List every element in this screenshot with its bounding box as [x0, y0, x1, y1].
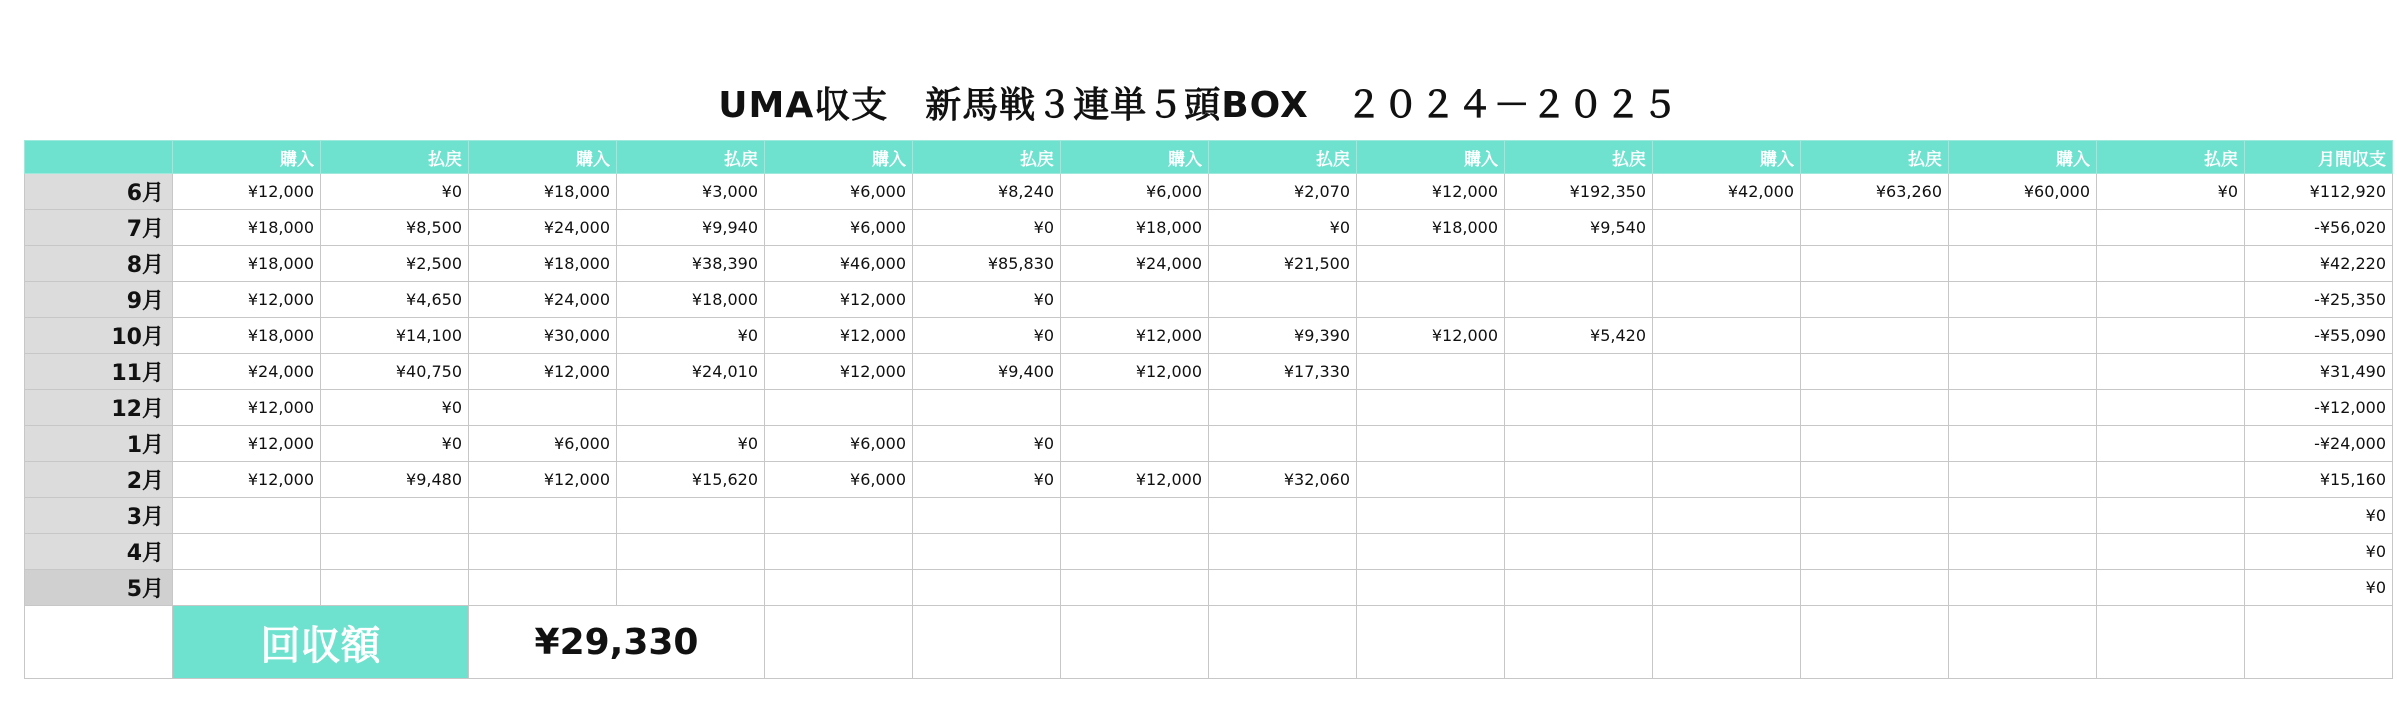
table-cell[interactable]	[913, 534, 1061, 570]
table-cell[interactable]: ¥9,400	[913, 354, 1061, 390]
table-cell[interactable]: ¥18,000	[617, 282, 765, 318]
table-cell[interactable]	[2097, 570, 2245, 606]
header-monthly-balance: 月間収支	[2245, 141, 2393, 174]
table-cell[interactable]	[1209, 282, 1357, 318]
table-cell[interactable]: ¥0	[617, 426, 765, 462]
table-row	[25, 570, 2393, 606]
table-row	[25, 498, 2393, 534]
table-cell[interactable]	[1801, 390, 1949, 426]
header-payout: 払戻	[1209, 141, 1357, 174]
table-cell[interactable]	[1949, 354, 2097, 390]
table-cell[interactable]: ¥192,350	[1505, 174, 1653, 210]
table-cell[interactable]	[1801, 462, 1949, 498]
table-cell[interactable]: ¥12,000	[1357, 318, 1505, 354]
summary-empty-cell[interactable]	[1505, 606, 1653, 679]
table-cell[interactable]	[2097, 390, 2245, 426]
summary-empty-cell[interactable]	[1801, 606, 1949, 679]
table-cell[interactable]: ¥18,000	[173, 318, 321, 354]
table-cell[interactable]	[1357, 498, 1505, 534]
table-cell[interactable]: ¥0	[617, 318, 765, 354]
table-cell[interactable]	[1949, 210, 2097, 246]
table-cell[interactable]	[765, 498, 913, 534]
table-cell[interactable]: ¥18,000	[1357, 210, 1505, 246]
monthly-balance-cell[interactable]: ¥0	[2245, 570, 2393, 606]
table-cell[interactable]: ¥18,000	[469, 246, 617, 282]
monthly-balance-cell[interactable]: ¥15,160	[2245, 462, 2393, 498]
table-cell[interactable]: ¥12,000	[173, 390, 321, 426]
table-cell[interactable]: ¥12,000	[1357, 174, 1505, 210]
table-cell[interactable]	[1061, 282, 1209, 318]
table-cell[interactable]: ¥12,000	[765, 282, 913, 318]
table-cell[interactable]: ¥17,330	[1209, 354, 1357, 390]
table-cell[interactable]: ¥2,500	[321, 246, 469, 282]
table-cell[interactable]	[321, 570, 469, 606]
table-cell[interactable]: ¥6,000	[765, 462, 913, 498]
header-payout: 払戻	[617, 141, 765, 174]
table-cell[interactable]: ¥0	[321, 426, 469, 462]
table-cell[interactable]	[1801, 426, 1949, 462]
table-cell[interactable]	[765, 534, 913, 570]
table-cell[interactable]	[1801, 282, 1949, 318]
month-label: 11月	[25, 354, 173, 390]
table-cell[interactable]	[469, 390, 617, 426]
table-row	[25, 390, 2393, 426]
table-cell[interactable]	[2097, 498, 2245, 534]
table-cell[interactable]	[1653, 390, 1801, 426]
table-cell[interactable]: ¥18,000	[173, 246, 321, 282]
summary-empty-cell[interactable]	[1357, 606, 1505, 679]
table-cell[interactable]: ¥0	[321, 390, 469, 426]
table-cell[interactable]: ¥9,540	[1505, 210, 1653, 246]
table-cell[interactable]: ¥2,070	[1209, 174, 1357, 210]
table-cell[interactable]	[1061, 426, 1209, 462]
table-cell[interactable]: ¥6,000	[765, 426, 913, 462]
header-purchase: 購入	[173, 141, 321, 174]
table-cell[interactable]	[2097, 462, 2245, 498]
table-cell[interactable]	[2097, 354, 2245, 390]
table-cell[interactable]	[1357, 246, 1505, 282]
table-cell[interactable]	[1505, 390, 1653, 426]
summary-empty-cell[interactable]	[25, 606, 173, 679]
table-cell[interactable]	[617, 498, 765, 534]
header-payout: 払戻	[321, 141, 469, 174]
monthly-balance-cell[interactable]: -¥55,090	[2245, 318, 2393, 354]
table-cell[interactable]	[1209, 390, 1357, 426]
month-label: 6月	[25, 174, 173, 210]
table-cell[interactable]	[469, 498, 617, 534]
table-cell[interactable]	[617, 570, 765, 606]
table-row	[25, 426, 2393, 462]
corner-cell	[25, 141, 173, 174]
monthly-balance-cell[interactable]: ¥0	[2245, 498, 2393, 534]
table-cell[interactable]: ¥12,000	[173, 462, 321, 498]
table-cell[interactable]: ¥42,000	[1653, 174, 1801, 210]
table-cell[interactable]: ¥12,000	[173, 426, 321, 462]
summary-empty-cell[interactable]	[1209, 606, 1357, 679]
table-cell[interactable]	[1357, 426, 1505, 462]
table-cell[interactable]	[765, 390, 913, 426]
table-cell[interactable]	[1505, 534, 1653, 570]
table-cell[interactable]	[2097, 318, 2245, 354]
table-cell[interactable]	[1357, 390, 1505, 426]
month-label: 8月	[25, 246, 173, 282]
table-cell[interactable]	[173, 570, 321, 606]
table-cell[interactable]	[1209, 534, 1357, 570]
table-row	[25, 318, 2393, 354]
table-cell[interactable]: ¥40,750	[321, 354, 469, 390]
recovery-label: 回収額	[173, 606, 469, 679]
table-cell[interactable]	[1949, 570, 2097, 606]
table-cell[interactable]	[1653, 246, 1801, 282]
table-cell[interactable]	[913, 498, 1061, 534]
monthly-balance-cell[interactable]: ¥42,220	[2245, 246, 2393, 282]
header-purchase: 購入	[1061, 141, 1209, 174]
table-cell[interactable]	[1505, 462, 1653, 498]
header-row	[25, 141, 2393, 174]
table-row	[25, 354, 2393, 390]
header-payout: 払戻	[1505, 141, 1653, 174]
monthly-balance-cell[interactable]: -¥56,020	[2245, 210, 2393, 246]
monthly-balance-cell[interactable]: ¥0	[2245, 534, 2393, 570]
table-cell[interactable]: ¥4,650	[321, 282, 469, 318]
table-cell[interactable]	[1357, 354, 1505, 390]
table-cell[interactable]: ¥30,000	[469, 318, 617, 354]
summary-empty-cell[interactable]	[2245, 606, 2393, 679]
month-label: 1月	[25, 426, 173, 462]
table-cell[interactable]: ¥24,000	[1061, 246, 1209, 282]
summary-empty-cell[interactable]	[1061, 606, 1209, 679]
month-label: 12月	[25, 390, 173, 426]
table-cell[interactable]	[1949, 534, 2097, 570]
table-cell[interactable]: ¥12,000	[469, 462, 617, 498]
month-label: 3月	[25, 498, 173, 534]
table-cell[interactable]	[1653, 210, 1801, 246]
table-cell[interactable]	[1949, 426, 2097, 462]
table-cell[interactable]	[1209, 426, 1357, 462]
header-purchase: 購入	[1653, 141, 1801, 174]
table-cell[interactable]: ¥21,500	[1209, 246, 1357, 282]
table-cell[interactable]: ¥12,000	[1061, 354, 1209, 390]
month-label: 10月	[25, 318, 173, 354]
table-cell[interactable]	[1357, 282, 1505, 318]
table-row	[25, 174, 2393, 210]
table-cell[interactable]	[1505, 426, 1653, 462]
table-cell[interactable]: ¥24,010	[617, 354, 765, 390]
table-cell[interactable]: ¥46,000	[765, 246, 913, 282]
table-cell[interactable]: ¥18,000	[173, 210, 321, 246]
table-cell[interactable]	[1505, 282, 1653, 318]
table-cell[interactable]	[469, 534, 617, 570]
header-payout: 払戻	[913, 141, 1061, 174]
summary-empty-cell[interactable]	[913, 606, 1061, 679]
header-purchase: 購入	[1357, 141, 1505, 174]
table-cell[interactable]	[1209, 570, 1357, 606]
table-cell[interactable]: ¥18,000	[469, 174, 617, 210]
table-cell[interactable]	[2097, 534, 2245, 570]
table-cell[interactable]	[1949, 282, 2097, 318]
table-cell[interactable]: ¥0	[913, 210, 1061, 246]
table-cell[interactable]	[765, 570, 913, 606]
balance-table	[24, 140, 2393, 679]
table-row	[25, 210, 2393, 246]
table-cell[interactable]: ¥9,390	[1209, 318, 1357, 354]
month-label: 4月	[25, 534, 173, 570]
table-cell[interactable]	[1949, 318, 2097, 354]
table-cell[interactable]	[1801, 318, 1949, 354]
table-cell[interactable]	[1801, 534, 1949, 570]
table-cell[interactable]	[1505, 498, 1653, 534]
table-cell[interactable]: ¥12,000	[1061, 318, 1209, 354]
table-cell[interactable]: ¥12,000	[173, 282, 321, 318]
table-cell[interactable]: ¥0	[913, 462, 1061, 498]
table-cell[interactable]	[1653, 570, 1801, 606]
table-cell[interactable]	[1801, 354, 1949, 390]
table-cell[interactable]: ¥24,000	[173, 354, 321, 390]
header-purchase: 購入	[1949, 141, 2097, 174]
table-cell[interactable]: ¥38,390	[617, 246, 765, 282]
header-purchase: 購入	[765, 141, 913, 174]
table-cell[interactable]	[1949, 390, 2097, 426]
table-cell[interactable]	[1357, 462, 1505, 498]
table-cell[interactable]: ¥0	[913, 426, 1061, 462]
table-cell[interactable]: ¥14,100	[321, 318, 469, 354]
table-row	[25, 246, 2393, 282]
table-cell[interactable]	[469, 570, 617, 606]
monthly-balance-cell[interactable]: ¥31,490	[2245, 354, 2393, 390]
table-row	[25, 282, 2393, 318]
recovery-value[interactable]: ¥29,330	[469, 606, 765, 679]
table-cell[interactable]	[913, 570, 1061, 606]
month-label: 9月	[25, 282, 173, 318]
table-cell[interactable]	[1653, 318, 1801, 354]
table-cell[interactable]	[1801, 246, 1949, 282]
table-row	[25, 534, 2393, 570]
table-cell[interactable]	[1505, 354, 1653, 390]
table-cell[interactable]	[1801, 498, 1949, 534]
table-cell[interactable]: ¥6,000	[765, 174, 913, 210]
summary-empty-cell[interactable]	[1949, 606, 2097, 679]
summary-empty-cell[interactable]	[765, 606, 913, 679]
table-cell[interactable]	[1209, 498, 1357, 534]
table-cell[interactable]	[1357, 534, 1505, 570]
table-cell[interactable]	[1061, 534, 1209, 570]
summary-row	[25, 606, 2393, 679]
table-cell[interactable]: ¥85,830	[913, 246, 1061, 282]
table-cell[interactable]	[173, 534, 321, 570]
table-cell[interactable]	[1653, 462, 1801, 498]
monthly-balance-cell[interactable]: -¥24,000	[2245, 426, 2393, 462]
table-cell[interactable]: ¥6,000	[1061, 174, 1209, 210]
table-cell[interactable]	[1801, 570, 1949, 606]
table-cell[interactable]	[1801, 210, 1949, 246]
table-cell[interactable]	[321, 534, 469, 570]
table-cell[interactable]	[1949, 246, 2097, 282]
table-cell[interactable]: ¥0	[913, 282, 1061, 318]
table-cell[interactable]: ¥6,000	[765, 210, 913, 246]
table-row	[25, 462, 2393, 498]
table-cell[interactable]: ¥12,000	[1061, 462, 1209, 498]
table-cell[interactable]	[1653, 426, 1801, 462]
table-cell[interactable]	[1653, 354, 1801, 390]
table-cell[interactable]	[2097, 426, 2245, 462]
table-cell[interactable]: ¥12,000	[765, 354, 913, 390]
table-cell[interactable]: ¥8,240	[913, 174, 1061, 210]
month-label: 5月	[25, 570, 173, 606]
table-cell[interactable]	[173, 498, 321, 534]
table-cell[interactable]: ¥0	[2097, 174, 2245, 210]
table-cell[interactable]: ¥3,000	[617, 174, 765, 210]
table-cell[interactable]	[1061, 498, 1209, 534]
table-cell[interactable]	[913, 390, 1061, 426]
table-cell[interactable]	[617, 534, 765, 570]
table-cell[interactable]	[2097, 246, 2245, 282]
table-cell[interactable]	[2097, 282, 2245, 318]
header-payout: 払戻	[1801, 141, 1949, 174]
table-cell[interactable]	[1505, 246, 1653, 282]
table-cell[interactable]	[1653, 282, 1801, 318]
table-cell[interactable]	[1949, 462, 2097, 498]
table-cell[interactable]: ¥0	[913, 318, 1061, 354]
table-cell[interactable]: ¥12,000	[469, 354, 617, 390]
table-cell[interactable]: ¥32,060	[1209, 462, 1357, 498]
month-label: 7月	[25, 210, 173, 246]
table-cell[interactable]: ¥0	[321, 174, 469, 210]
table-cell[interactable]: ¥15,620	[617, 462, 765, 498]
table-cell[interactable]	[321, 498, 469, 534]
table-cell[interactable]: ¥24,000	[469, 282, 617, 318]
month-label: 2月	[25, 462, 173, 498]
table-cell[interactable]: ¥63,260	[1801, 174, 1949, 210]
table-cell[interactable]: ¥0	[1209, 210, 1357, 246]
table-cell[interactable]	[1061, 570, 1209, 606]
table-cell[interactable]: ¥9,480	[321, 462, 469, 498]
table-cell[interactable]: ¥9,940	[617, 210, 765, 246]
header-purchase: 購入	[469, 141, 617, 174]
table-cell[interactable]	[617, 390, 765, 426]
monthly-balance-cell[interactable]: -¥25,350	[2245, 282, 2393, 318]
header-payout: 払戻	[2097, 141, 2245, 174]
table-cell[interactable]: ¥24,000	[469, 210, 617, 246]
table-cell[interactable]	[1357, 570, 1505, 606]
sheet-title: UMA収支 新馬戦３連単５頭BOX ２０２４－２０２５	[718, 85, 1679, 126]
table-cell[interactable]: ¥18,000	[1061, 210, 1209, 246]
table-cell[interactable]	[1505, 570, 1653, 606]
monthly-balance-cell[interactable]: -¥12,000	[2245, 390, 2393, 426]
monthly-balance-cell[interactable]: ¥112,920	[2245, 174, 2393, 210]
summary-empty-cell[interactable]	[1653, 606, 1801, 679]
table-cell[interactable]: ¥60,000	[1949, 174, 2097, 210]
table-cell[interactable]: ¥6,000	[469, 426, 617, 462]
table-cell[interactable]: ¥12,000	[173, 174, 321, 210]
table-cell[interactable]	[2097, 210, 2245, 246]
table-cell[interactable]: ¥5,420	[1505, 318, 1653, 354]
table-cell[interactable]	[1949, 498, 2097, 534]
table-cell[interactable]	[1653, 498, 1801, 534]
summary-empty-cell[interactable]	[2097, 606, 2245, 679]
table-cell[interactable]: ¥8,500	[321, 210, 469, 246]
table-cell[interactable]	[1653, 534, 1801, 570]
table-cell[interactable]	[1061, 390, 1209, 426]
table-cell[interactable]: ¥12,000	[765, 318, 913, 354]
